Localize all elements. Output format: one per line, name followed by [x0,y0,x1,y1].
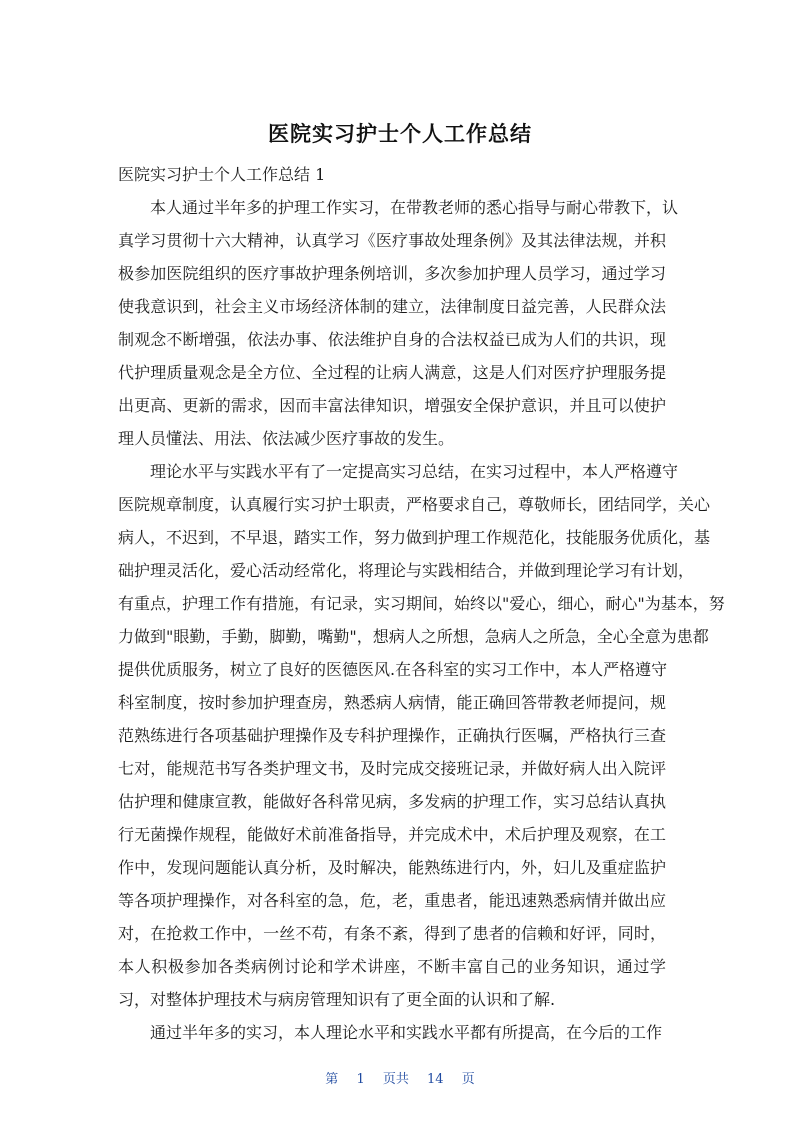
footer-prefix: 第 [325,1072,339,1087]
body-line: 习，对整体护理技术与病房管理知识有了更全面的认识和了解. [118,990,556,1009]
body-line: 真学习贯彻十六大精神，认真学习《医疗事故处理条例》及其法律法规，并积 [118,231,666,250]
body-line: 理论水平与实践水平有了一定提高实习总结，在实习过程中，本人严格遵守 [150,462,679,481]
body-line: 使我意识到，社会主义市场经济体制的建立，法律制度日益完善，人民群众法 [118,297,666,316]
footer-total-pages: 14 [427,1072,444,1087]
body-line: 出更高、更新的需求，因而丰富法律知识，增强安全保护意识，并且可以使护 [118,396,666,415]
body-line: 七对，能规范书写各类护理文书，及时完成交接班记录，并做好病人出入院评 [118,759,666,778]
body-line: 行无菌操作规程，能做好术前准备指导，并完成术中，术后护理及观察，在工 [118,825,666,844]
footer-suffix: 页 [461,1072,475,1087]
body-line: 理人员懂法、用法、依法减少医疗事故的发生。 [118,429,455,448]
body-line: 作中，发现问题能认真分析，及时解决，能熟练进行内，外，妇儿及重症监护 [118,858,666,877]
body-line: 范熟练进行各项基础护理操作及专科护理操作，正确执行医嘱，严格执行三查 [118,726,666,745]
body-line: 制观念不断增强，依法办事、依法维护自身的合法权益已成为人们的共识，现 [118,330,666,349]
body-line: 本人通过半年多的护理工作实习，在带教老师的悉心指导与耐心带教下，认 [150,198,679,217]
body-line: 本人积极参加各类病例讨论和学术讲座，不断丰富自己的业务知识，通过学 [118,957,666,976]
document-title: 医院实习护士个人工作总结 [268,122,532,146]
document-subtitle: 医院实习护士个人工作总结 1 [118,165,326,184]
body-line: 通过半年多的实习，本人理论水平和实践水平都有所提高，在今后的工作 [150,1023,663,1042]
body-line: 病人，不迟到，不早退，踏实工作，努力做到护理工作规范化，技能服务优质化，基 [118,528,711,547]
page-footer [0,1068,800,1087]
footer-page-number: 1 [356,1072,365,1087]
footer-middle: 页共 [382,1072,409,1087]
body-line: 有重点，护理工作有措施，有记录，实习期间，始终以"爱心，细心，耐心"为基本，努 [118,594,725,613]
body-line: 代护理质量观念是全方位、全过程的让病人满意，这是人们对医疗护理服务提 [118,363,666,382]
body-line: 对，在抢救工作中，一丝不苟，有条不紊，得到了患者的信赖和好评，同时， [118,924,666,943]
body-line: 估护理和健康宣教，能做好各科常见病，多发病的护理工作，实习总结认真执 [118,792,666,811]
body-line: 提供优质服务，树立了良好的医德医风.在各科室的实习工作中，本人严格遵守 [118,660,668,679]
body-line: 等各项护理操作，对各科室的急，危，老，重患者，能迅速熟悉病情并做出应 [118,891,666,910]
body-line: 力做到"眼勤，手勤，脚勤，嘴勤"，想病人之所想，急病人之所急，全心全意为患都 [118,627,709,646]
body-line: 础护理灵活化，爱心活动经常化，将理论与实践相结合，并做到理论学习有计划， [118,561,695,580]
body-line: 极参加医院组织的医疗事故护理条例培训，多次参加护理人员学习，通过学习 [118,264,666,283]
body-line: 科室制度，按时参加护理查房，熟悉病人病情，能正确回答带教老师提问，规 [118,693,666,712]
body-line: 医院规章制度，认真履行实习护士职责，严格要求自己，尊敬师长，团结同学，关心 [118,495,711,514]
